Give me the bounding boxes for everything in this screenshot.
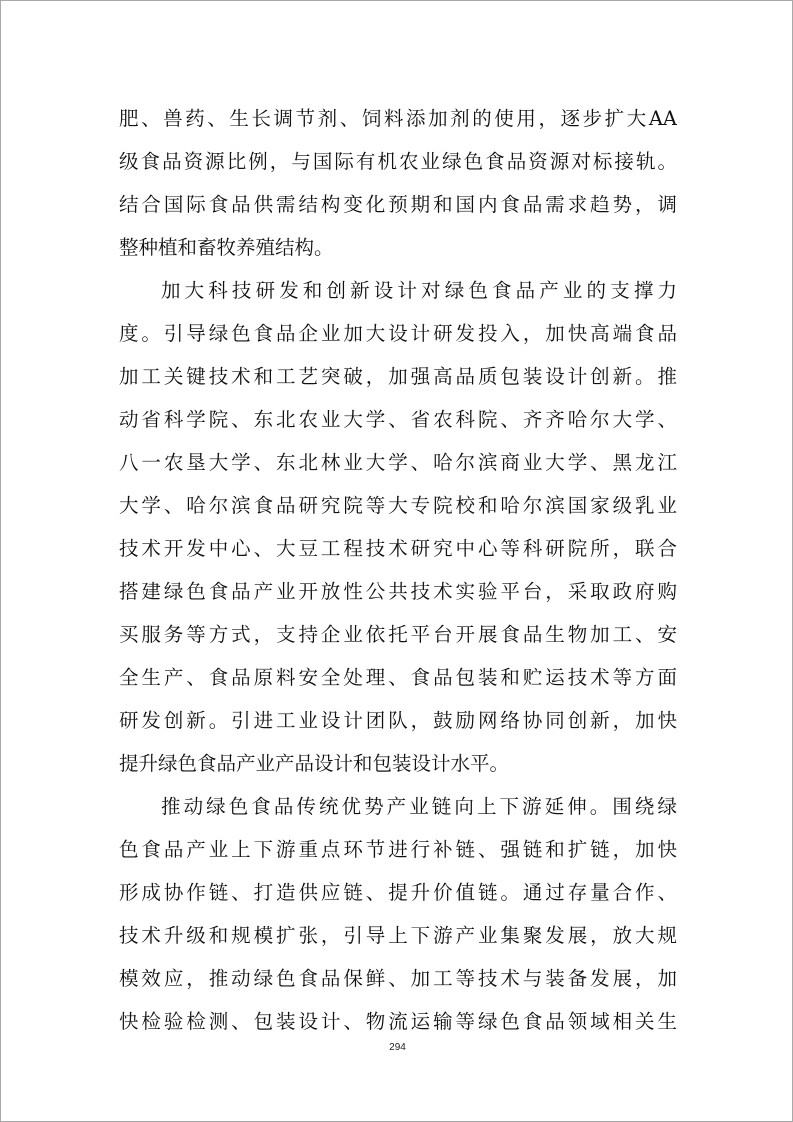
text-line: 级食品资源比例，与国际有机农业绿色食品资源对标接轨。 xyxy=(119,150,677,173)
text-line: 搭建绿色食品产业开放性公共技术实验平台，采取政府购 xyxy=(119,580,677,603)
text-line: 度。引导绿色食品企业加大设计研发投入，加快高端食品 xyxy=(119,322,677,345)
text-line: 肥、兽药、生长调节剂、饲料添加剂的使用，逐步扩大AA xyxy=(119,107,677,130)
text-line: 形成协作链、打造供应链、提升价值链。通过存量合作、 xyxy=(119,881,677,904)
text-line: 研发创新。引进工业设计团队，鼓励网络协同创新，加快 xyxy=(119,709,677,732)
text-line: 模效应，推动绿色食品保鲜、加工等技术与装备发展，加 xyxy=(119,967,677,990)
text-line: 快检验检测、包装设计、物流运输等绿色食品领域相关生 xyxy=(119,1010,677,1033)
text-line: 色食品产业上下游重点环节进行补链、强链和扩链，加快 xyxy=(119,838,677,861)
text-line: 全生产、食品原料安全处理、食品包装和贮运技术等方面 xyxy=(119,666,677,689)
text-line: 推动绿色食品传统优势产业链向上下游延伸。围绕绿 xyxy=(161,795,677,818)
text-line: 加工关键技术和工艺突破，加强高品质包装设计创新。推 xyxy=(119,365,677,388)
text-line: 整种植和畜牧养殖结构。 xyxy=(119,236,334,259)
text-line: 技术升级和规模扩张，引导上下游产业集聚发展，放大规 xyxy=(119,924,677,947)
text-line: 八一农垦大学、东北林业大学、哈尔滨商业大学、黑龙江 xyxy=(119,451,677,474)
text-line: 买服务等方式，支持企业依托平台开展食品生物加工、安 xyxy=(119,623,677,646)
text-line: 加大科技研发和创新设计对绿色食品产业的支撑力 xyxy=(161,279,677,302)
text-line: 提升绿色食品产业产品设计和包装设计水平。 xyxy=(119,752,510,775)
text-line: 结合国际食品供需结构变化预期和国内食品需求趋势，调 xyxy=(119,193,677,216)
body-text xyxy=(119,97,677,1043)
text-line: 技术开发中心、大豆工程技术研究中心等科研院所，联合 xyxy=(119,537,677,560)
text-line: 动省科学院、东北农业大学、省农科院、齐齐哈尔大学、 xyxy=(119,408,677,431)
page-number: 294 xyxy=(389,1042,406,1053)
text-line: 大学、哈尔滨食品研究院等大专院校和哈尔滨国家级乳业 xyxy=(119,494,677,517)
